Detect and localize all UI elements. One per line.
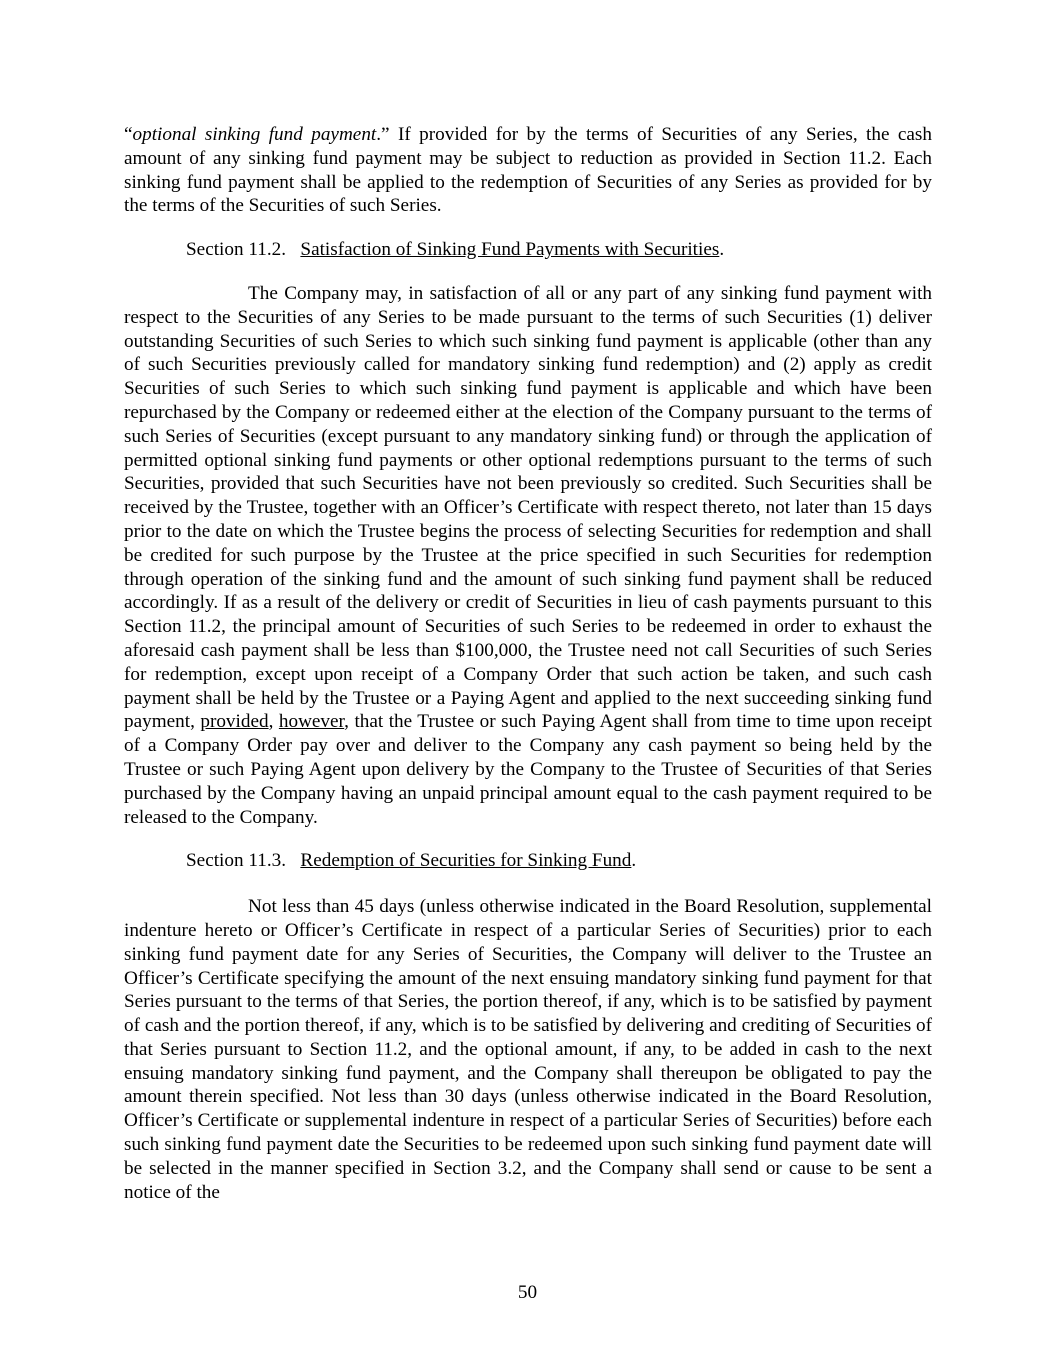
section-title: Satisfaction of Sinking Fund Payments with Securities (300, 239, 720, 261)
defined-term: optional sinking fund payment (132, 124, 377, 145)
section-title: Redemption of Securities for Sinking Fund (300, 850, 632, 872)
section-title-period: . (719, 239, 725, 261)
page-number: 50 (517, 1282, 538, 1303)
section-number: Section 11.3. (186, 850, 287, 872)
open-quote: “ (124, 124, 133, 145)
section-number: Section 11.2. (186, 239, 287, 261)
page-body (124, 123, 932, 1204)
section-title-period: . (631, 850, 637, 872)
paragraph-sinking-fund-continuation (124, 123, 932, 218)
separator-comma: , (268, 711, 279, 733)
underlined-term-however: however (278, 711, 345, 733)
section-11-2-heading (124, 238, 932, 262)
paragraph-text: Not less than 45 days (unless otherwise indicated in the Board Resolution, supplemental indenture hereto or Officer’s Certificate in respect of a particular Series of Securities) prior to each sinking fund payment date for any Series of Securities, the Company will deliver to the Trustee an Officer’s Certificate specifying the amount of the next ensuing mandatory sinking fund payment for that Series pursuant to the terms of that Series, the portion thereof, if any, which is to be satisfied by payment of cash and the portion thereof, if any, which is to be satisfied by delivering and crediting of Securities of that Series pursuant to Section 11.2, and the optional amount, if any, to be added in cash to the next ensuing mandatory sinking fund payment, and the Company shall thereupon be obligated to pay the amount therein specified. Not less than 30 days (unless otherwise indicated in the Board Resolution, Officer’s Certificate or supplemental indenture in respect of a particular Series of Securities) before each such sinking fund payment date the Securities to be redeemed upon such sinking fund payment date will be selected in the manner specified in Section 3.2, and the Company shall send or cause to be sent a notice of the (124, 896, 932, 1203)
section-11-3-heading (124, 849, 932, 873)
paragraph-text: The Company may, in satisfaction of all or any part of any sinking fund payment with respect to the Securities of any Series to be made pursuant to the terms of such Securities (1) deliver outstanding Securities of such Series to which such sinking fund payment is applicable (other than any of such Securities previously called for mandatory sinking fund redemption) and (2) apply as credit Securities of such Series to which such sinking fund payment is applicable and which have been repurchased by the Company or redeemed either at the election of the Company pursuant to the terms of such Series of Securities (except pursuant to any mandatory sinking fund) or through the application of permitted optional sinking fund payments or other optional redemptions pursuant to the terms of such Securities, provided that such Securities have not been previously so credited. Such Securities shall be received by the Trustee, together with an Officer’s Certificate with respect thereto, not later than 15 days prior to the date on which the Trustee begins the process of selecting Securities for redemption and shall be credited for such purpose by the Trustee at the price specified in such Securities for redemption through operation of the sinking fund and the amount of such sinking fund payment shall be reduced accordingly. If as a result of the delivery or credit of Securities in lieu of cash payments pursuant to this Section 11.2, the principal amount of Securities of such Series to be redeemed in order to exhaust the aforesaid cash payment shall be less than $100,000, the Trustee need not call Securities of such Series for redemption, except upon receipt of a Company Order that such action be taken, and such cash payment shall be held by the Trustee or a Paying Agent and applied to the next succeeding sinking fund payment, (124, 282, 932, 733)
underlined-term-provided: provided (200, 711, 269, 733)
paragraph-text: , that the Trustee or such Paying Agent shall from time to time upon receipt of a Company Order pay over and deliver to the Company any cash payment so being held by the Trustee or such Paying Agent upon delivery by the Company to the Trustee of Securities of that Series purchased by the Company having an unpaid principal amount equal to the cash payment required to be released to the Company. (124, 711, 933, 828)
paragraph-text: .” If provided for by the terms of Securities of any Series, the cash amount of any sinking fund payment may be subject to reduction as provided in Section 11.2. Each sinking fund payment shall be applied to the redemption of Securities of any Series as provided for by the terms of the Securities of such Series. (124, 124, 932, 217)
section-11-3-body (124, 895, 932, 1204)
section-11-2-body (124, 282, 932, 829)
